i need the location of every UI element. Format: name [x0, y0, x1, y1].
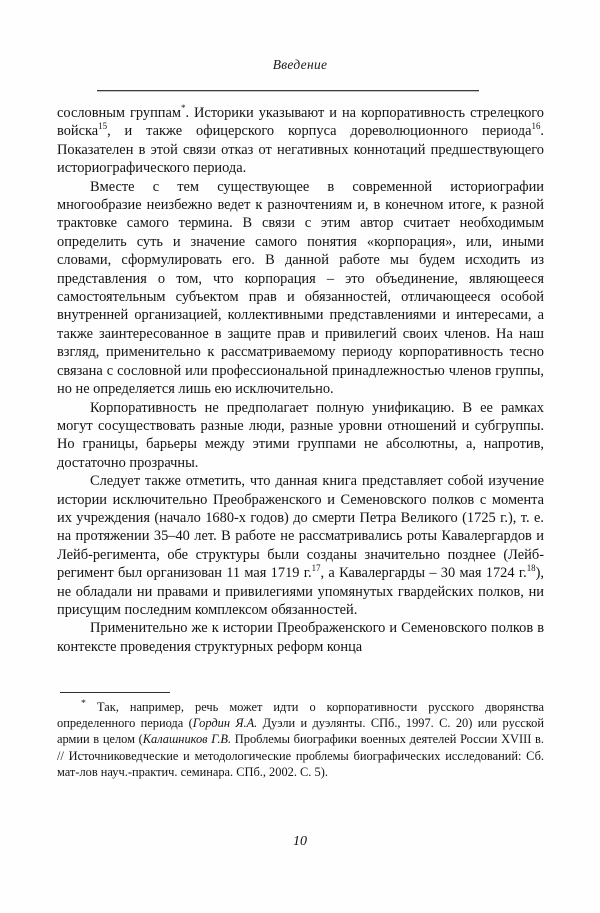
body-paragraph: [57, 399, 544, 473]
body-text-run: Следует также отметить, что данная книга представляет собой изучение истории исключительно Преображенского и Семеновского полков с момента их учреждения (начало 1680-х годов) до смерти Петра Великого (1725 г.), т. е. на протяжении 35–40 лет. В работе не рассматривались роты Кавалергардов и Лейб-регимента, обе структуры были созданы значительно позднее (Лейб-регимент был организован 11 мая 1719 г.: [57, 473, 544, 582]
body-text-run: Вместе с тем существующее в современной историографии многообразие неизбежно ведет к разночтениям и, в конечном итоге, к разной трактовке самого термина. В связи с этим автор считает необходимым определить суть и значение самого понятия «корпорация», или, иными словами, сформулировать его. В данной работе мы будем исходить из представления о том, что корпорация – это объединение, являющееся самостоятельным субъектом прав и обязанностей, отличающееся особой внутренней организацией, коллективными представлениями и интересами, а также заинтересованное в защите прав и привилегий своих членов. На наш взгляд, применительно к рассматриваемому периоду корпоративность тесно связана с сословной или профессиональной принадлежностью членов группы, но не определяется лишь ею исключительно.: [57, 178, 544, 398]
body-text-run: . Историки указывают и на корпоративность стрелецкого войска: [57, 105, 544, 140]
body-text-run: Корпоративность не предполагает полную унификацию. В ее рамках могут сосуществовать разные люди, разные уровни отношений и субгруппы. Но границы, барьеры между этими группами не абсолютны, а, напротив, достаточно прозрачны.: [57, 399, 544, 471]
header-rule: [97, 90, 479, 91]
footnote-author-name: Гордин Я.А.: [192, 716, 258, 731]
footnote-reference[interactable]: 18: [526, 563, 536, 574]
body-paragraph: [57, 104, 544, 178]
body-text-run: ), не обладали ни правами и привилегиями упомянутых гвардейских полков, ни присущим последним комплексом обязанностей.: [57, 565, 544, 618]
body-paragraph: [57, 619, 544, 656]
footnote-text-run: Так, например, речь может идти о корпоративности русского дворянства определенного периода (: [57, 700, 544, 731]
footnote-reference[interactable]: 17: [311, 563, 321, 574]
footnote-reference[interactable]: 16: [531, 121, 541, 132]
body-text-block: [57, 104, 544, 656]
footnote-text-run: Дуэли и дуэлянты. СПб., 1997. С. 20) или русской армии в целом (: [57, 716, 544, 747]
body-text-run: сословным группам: [57, 105, 181, 121]
body-paragraph: [57, 472, 544, 619]
running-head: Введение: [272, 57, 328, 72]
body-text-run: , и также офицерского корпуса дореволюционного периода: [107, 123, 532, 140]
footnote-paragraph: [57, 699, 544, 780]
body-text-run: , а Кавалергарды – 30 мая 1724 г.: [320, 565, 527, 582]
footnote-block: [57, 699, 544, 780]
footnote-separator-rule: [60, 692, 170, 693]
footnote-author-name: Калашников Г.В.: [142, 732, 232, 747]
body-paragraph: [57, 178, 544, 399]
page-number: 10: [293, 834, 307, 849]
footnote-reference[interactable]: 15: [98, 121, 108, 132]
body-text-run: Применительно же к истории Преображенского и Семеновского полков в контексте проведения структурных реформ конца: [57, 620, 544, 655]
footnote-marker[interactable]: *: [81, 697, 86, 709]
footnote-text-run: Проблемы биографики военных деятелей России XVIII в. // Источниковедческие и методологические проблемы биографических исследований: Сб. мат-лов науч.-практич. семинара. СПб., 2002. С. 5).: [57, 732, 545, 779]
body-text-run: . Показателен в этой связи отказ от негативных коннотаций предшествующего историографического периода.: [57, 123, 544, 177]
footnote-reference[interactable]: *: [180, 103, 186, 114]
